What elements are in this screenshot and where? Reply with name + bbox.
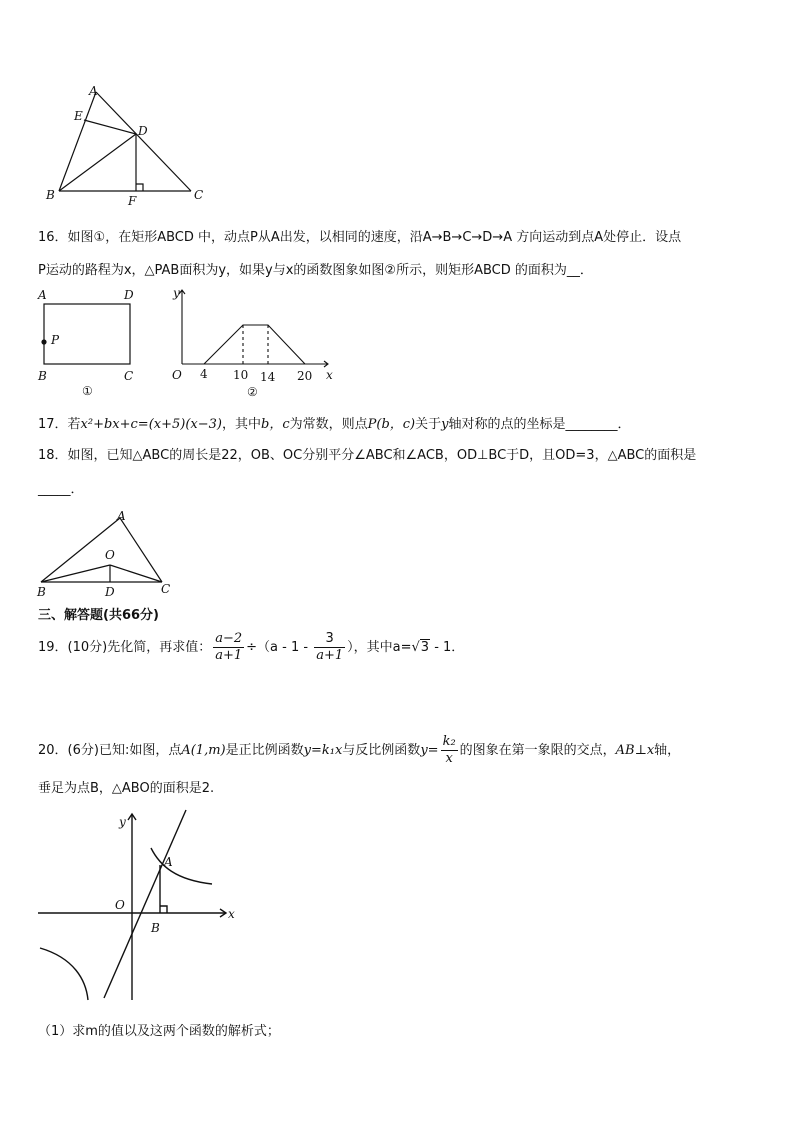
rect-label-b: B	[38, 369, 47, 383]
q20-line1	[38, 733, 680, 769]
sqrt-symbol: √	[411, 640, 420, 655]
q18-line2-end: ．	[70, 482, 84, 497]
q17-mid: ，其中	[221, 417, 261, 432]
q18-label-o: O	[105, 548, 115, 562]
tick-14: 14	[260, 370, 276, 384]
rect-label-d: D	[124, 288, 134, 302]
q20-sub1: （1）求m的值以及这两个函数的解析式；	[38, 1024, 280, 1039]
rect-label-p: P	[51, 333, 60, 347]
q16-line2: P运动的路程为x，△PAB面积为y，如果y与x的函数图象如图②所示，则矩形ABCD 的面积为__．	[38, 263, 593, 278]
rect-label-c: C	[124, 369, 134, 383]
q20-f2-lhs: y=	[420, 743, 439, 758]
q20-line2: 垂足为点B，△ABO的面积是2.	[38, 781, 215, 796]
q17-axis: y	[441, 417, 449, 432]
q17-mid3: 关于	[415, 417, 442, 432]
triangle-figure-top	[40, 82, 210, 212]
label-e: E	[74, 109, 83, 123]
q20-perp: AB⊥x	[615, 743, 655, 758]
q20-b-label: B	[151, 921, 160, 935]
q20-f2-fraction: $\frac{\text{k₂}}{x}$	[442, 734, 456, 766]
q18-label-c: C	[161, 582, 171, 596]
q20-tail: 轴，	[654, 743, 681, 758]
graph-origin-label: O	[172, 368, 182, 382]
q19-sqrt-value: 3	[420, 640, 430, 655]
label-a: A	[89, 84, 98, 98]
q20-y-label: y	[119, 815, 126, 829]
tick-4: 4	[200, 367, 208, 381]
graph-y-label: y	[173, 286, 180, 300]
q20-mid2: 与反比例函数	[342, 743, 421, 758]
label-c: C	[194, 188, 204, 202]
q20-point: A(1,m)	[181, 743, 226, 758]
rectangle-figure	[36, 286, 146, 401]
q17-vars: b，c	[261, 417, 290, 432]
function-graph	[168, 284, 338, 404]
label-b: B	[46, 188, 55, 202]
point-p-dot	[41, 339, 46, 344]
triangle-figure-q18	[32, 508, 182, 603]
q18-line2	[38, 481, 84, 499]
q17-equation: x²+bx+c=(x+5)(x−3)	[80, 417, 222, 432]
section-heading: 三、解答题(共66分)	[38, 608, 159, 623]
q20-origin-label: O	[115, 898, 125, 912]
q18-blank: _____	[38, 482, 71, 497]
q20-mid1: 是正比例函数	[225, 743, 304, 758]
rect-label-a: A	[38, 288, 47, 302]
q19-line	[38, 630, 464, 666]
tick-20: 20	[297, 369, 313, 383]
q19-prefix: 19．(10分)先化简，再求值：	[38, 640, 212, 655]
q17-prefix: 17．若	[38, 417, 81, 432]
q19-fraction-2: $\frac{3}{a+1}$	[316, 631, 344, 663]
q18-label-a: A	[117, 509, 126, 523]
q20-x-label: x	[228, 907, 235, 921]
q18-label-b: B	[37, 585, 46, 599]
q17-point: P(b，c)	[367, 417, 416, 432]
q19-tail: - 1．	[430, 640, 465, 655]
q19-close: ），其中a=	[347, 640, 412, 655]
q20-a-label: A	[164, 855, 173, 869]
q20-f1: y=k₁x	[303, 743, 343, 758]
q20-mid3: 的图象在第一象限的交点，	[459, 743, 616, 758]
q18-label-d: D	[105, 585, 115, 599]
q17-suffix: 轴对称的点的坐标是________．	[448, 417, 631, 432]
q20-prefix: 20．(6分)已知:如图，点	[38, 743, 182, 758]
q19-divide: ÷（a - 1 -	[246, 640, 313, 655]
q17-line	[38, 416, 631, 434]
q18-line1: 18．如图，已知△ABC的周长是22，OB、OC分别平分∠ABC和∠ACB，OD⊥BC于D，且OD=3，△ABC的面积是	[38, 448, 697, 463]
q19-fraction-1: $\frac{a-2}{a+1}$	[215, 631, 243, 663]
q16-line1: 16．如图①，在矩形ABCD 中，动点P从A出发，以相同的速度，沿A→B→C→D→A 方向运动到点A处停止．设点	[38, 230, 682, 245]
q17-mid2: 为常数，则点	[289, 417, 368, 432]
q20-graph	[36, 808, 256, 1008]
tick-10: 10	[233, 368, 249, 382]
label-f: F	[128, 194, 137, 208]
graph-x-label: x	[326, 368, 333, 382]
fig2-caption: ②	[247, 385, 258, 399]
fig1-caption: ①	[82, 384, 93, 398]
label-d: D	[138, 124, 148, 138]
